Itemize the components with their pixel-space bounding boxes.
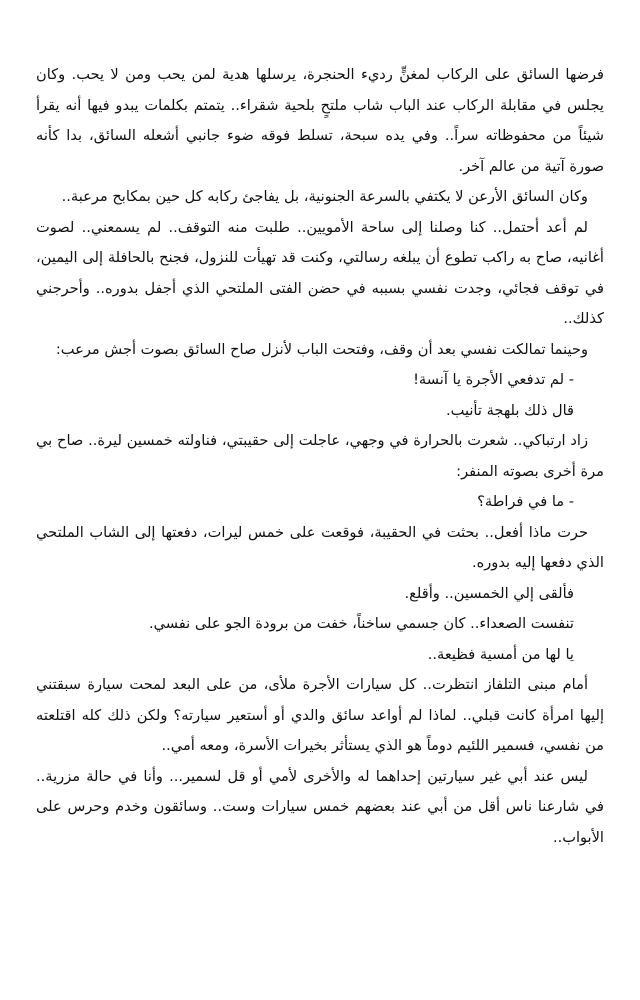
paragraph-2: وكان السائق الأرعن لا يكتفي بالسرعة الجنونية، بل يفاجئ ركابه كل حين بمكابح مرعبة.. <box>61 188 588 205</box>
paragraph-9: حرت ماذا أفعل.. بحثت في الحقيبة، فوقعت على خمس ليرات، دفعتها إلى الشاب الملتحي الذي دفعها إليه بدوره. <box>36 523 604 571</box>
paragraph-4: وحينما تمالكت نفسي بعد أن وقف، وفتحت الباب لأنزل صاح السائق بصوت أجش مرعب: <box>55 340 588 358</box>
paragraph-1: فرضها السائق على الركاب لمغنٍّ رديء الحنجرة، يرسلها هدية لمن يحب ومن لا يحب. وكان يجلس في مقابلة الركاب عند الباب شاب ملتحٍ بلحية شقراء.. يتمتم بكلمات يبدو فيها أنه يقرأ شيئاً من محفوظاته سراً.. وفي يده سبحة، تسلط فوقه ضوء جانبي أشعله السائق، بدا كأنه صورة آتية من عالم آخر. <box>36 66 604 175</box>
dialogue-line-1: - لم تدفعي الأجرة يا آنسة! <box>413 371 574 388</box>
paragraph-3: لم أعد أحتمل.. كنا وصلنا إلى ساحة الأمويين.. طلبت منه التوقف.. لم يسمعني.. لصوت أغانيه، صاح به راكب تطوع أن يبلغه رسالتي، وكنت قد تهيأت للنزول، فجنح بالحافلة إلى اليمين، في توقف فجائي، وجدت نفسي بسببه في حضن الفتى الملتحي الذي أجفل بدوره.. وأحرجني كذلك.. <box>36 218 604 327</box>
dialogue-line-2: - ما في فراطة؟ <box>477 493 574 510</box>
paragraph-7: زاد ارتباكي.. شعرت بالحرارة في وجهي، عاجلت إلى حقيبتي، فناولته خمسين ليرة.. صاح بي مرة أخرى بصوته المنفر: <box>36 432 604 480</box>
paragraph-12: يا لها من أمسية فظيعة.. <box>427 645 574 663</box>
paragraph-6: قال ذلك بلهجة تأنيب. <box>446 401 574 419</box>
paragraph-13: أمام مبنى التلفاز انتظرت.. كل سيارات الأجرة ملأى، من على البعد لمحت سيارة سبقتني إليها امرأة كانت قبلي.. لماذا لم أواعد سائق والدي أو أستعير سيارته؟ ولكن ذلك كله اقتلعته من نفسي، فسمير اللئيم دوماً هو الذي يستأثر بخيرات الأسرة، ومعه أمي.. <box>36 676 604 754</box>
paragraph-14: ليس عند أبي غير سيارتين إحداهما له والأخرى لأمي أو قل لسمير... وأنا في حالة مزرية.. في شارعنا ناس أقل من أبي عند بعضهم خمس سيارات وست.. وسائقون وخدم وحرس على الأبواب.. <box>36 767 604 846</box>
paragraph-10: فألقى إلي الخمسين.. وأقلع. <box>404 584 574 602</box>
paragraph-11: تنفست الصعداء.. كان جسمي ساخناً، خفت من برودة الجو على نفسي. <box>148 615 574 632</box>
